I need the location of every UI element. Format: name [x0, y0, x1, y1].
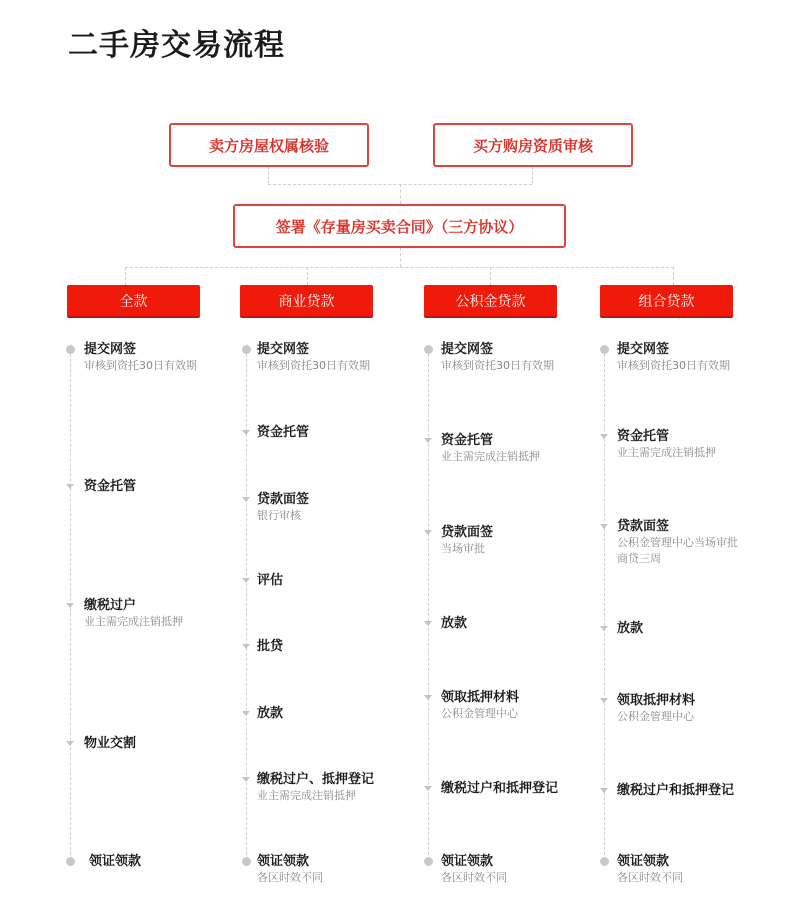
step-arrow-icon — [66, 603, 74, 608]
step-subtitle: 公积金管理中心当场审批 — [617, 536, 738, 549]
start-dot-icon — [600, 345, 609, 354]
step-item — [257, 424, 309, 441]
start-dot-icon — [66, 345, 75, 354]
step-item — [257, 853, 323, 886]
connector — [268, 167, 269, 184]
step-title: 放款 — [617, 621, 644, 636]
step-title: 缴税过户和抵押登记 — [617, 783, 735, 798]
step-title: 物业交割 — [84, 736, 137, 751]
step-subtitle: 业主需完成注销抵押 — [617, 446, 716, 459]
step-subtitle: 各区时效不同 — [257, 871, 323, 884]
step-item — [617, 518, 738, 567]
step-arrow-icon — [242, 644, 250, 649]
step-item — [257, 491, 309, 524]
connector — [532, 167, 533, 184]
step-item — [617, 341, 730, 374]
step-arrow-icon — [600, 788, 608, 793]
step-item — [257, 341, 370, 374]
step-arrow-icon — [424, 530, 432, 535]
step-title: 提交网签 — [257, 342, 310, 357]
step-title: 领取抵押材料 — [617, 693, 696, 708]
step-arrow-icon — [600, 524, 608, 529]
end-dot-icon — [66, 857, 75, 866]
step-title: 缴税过户、抵押登记 — [257, 772, 375, 787]
connector — [490, 267, 491, 285]
buyer-qualification-box — [433, 123, 633, 167]
start-dot-icon — [242, 345, 251, 354]
step-title: 领证领款 — [89, 854, 142, 869]
connector — [673, 267, 674, 285]
step-title: 资金托管 — [617, 429, 670, 444]
step-arrow-icon — [242, 578, 250, 583]
step-title: 放款 — [257, 706, 284, 721]
step-item — [617, 620, 643, 637]
step-title: 资金托管 — [441, 433, 494, 448]
step-title: 提交网签 — [84, 342, 137, 357]
column-header-provident-fund-loan — [424, 285, 557, 318]
step-item — [617, 428, 716, 461]
column-header-label: 组合贷款 — [638, 293, 695, 310]
step-arrow-icon — [424, 786, 432, 791]
start-dot-icon — [424, 345, 433, 354]
step-subtitle: 业主需完成注销抵押 — [257, 789, 356, 802]
step-subtitle: 公积金管理中心 — [617, 710, 694, 723]
step-subtitle: 业主需完成注销抵押 — [84, 615, 183, 628]
step-subtitle: 审核到资托30日有效期 — [617, 359, 730, 372]
step-item — [84, 597, 183, 630]
step-title: 批贷 — [257, 639, 284, 654]
step-item — [84, 478, 136, 495]
step-arrow-icon — [242, 711, 250, 716]
step-subtitle: 公积金管理中心 — [441, 707, 518, 720]
step-arrow-icon — [424, 438, 432, 443]
step-subtitle: 当场审批 — [441, 542, 485, 555]
step-item — [84, 735, 136, 752]
step-subtitle: 审核到资托30日有效期 — [257, 359, 370, 372]
column-header-full-payment — [67, 285, 200, 318]
end-dot-icon — [424, 857, 433, 866]
seller-verification-label: 卖方房屋权属核验 — [208, 136, 329, 155]
step-title: 提交网签 — [617, 342, 670, 357]
step-title: 领取抵押材料 — [441, 690, 520, 705]
step-item — [441, 780, 558, 797]
step-title: 贷款面签 — [441, 525, 494, 540]
timeline-line — [428, 354, 429, 860]
step-title: 缴税过户和抵押登记 — [441, 781, 559, 796]
step-arrow-icon — [66, 741, 74, 746]
step-item — [617, 692, 695, 725]
step-arrow-icon — [424, 621, 432, 626]
step-arrow-icon — [242, 497, 250, 502]
page-title: 二手房交易流程 — [68, 28, 285, 63]
step-arrow-icon — [424, 695, 432, 700]
buyer-qualification-label: 买方购房资质审核 — [472, 136, 593, 155]
contract-box — [233, 204, 566, 248]
step-arrow-icon — [600, 626, 608, 631]
step-item — [257, 771, 374, 804]
end-dot-icon — [242, 857, 251, 866]
step-arrow-icon — [600, 434, 608, 439]
timeline-line — [604, 354, 605, 860]
connector — [307, 267, 308, 285]
step-title: 领证领款 — [617, 854, 670, 869]
step-subtitle: 各区时效不同 — [441, 871, 507, 884]
step-subtitle: 银行审核 — [257, 509, 301, 522]
step-subtitle: 业主需完成注销抵押 — [441, 450, 540, 463]
column-header-combined-loan — [600, 285, 733, 318]
step-item — [257, 638, 283, 655]
step-item — [617, 853, 683, 886]
step-subtitle-line2: 商贷三周 — [617, 552, 661, 565]
step-title: 资金托管 — [257, 425, 310, 440]
step-arrow-icon — [242, 777, 250, 782]
connector — [125, 267, 126, 285]
step-title: 提交网签 — [441, 342, 494, 357]
contract-label: 签署《存量房买卖合同》（三方协议） — [275, 217, 524, 236]
step-title: 领证领款 — [257, 854, 310, 869]
step-item — [441, 432, 540, 465]
column-header-label: 公积金贷款 — [455, 293, 526, 310]
step-item — [257, 705, 283, 722]
step-item — [441, 853, 507, 886]
step-subtitle: 审核到资托30日有效期 — [441, 359, 554, 372]
connector — [400, 184, 401, 204]
step-title: 缴税过户 — [84, 598, 137, 613]
step-subtitle: 各区时效不同 — [617, 871, 683, 884]
step-arrow-icon — [600, 698, 608, 703]
step-item — [441, 689, 519, 722]
step-item — [441, 524, 493, 557]
column-header-label: 全款 — [119, 293, 148, 310]
connector — [400, 248, 401, 267]
step-title: 资金托管 — [84, 479, 137, 494]
step-title: 贷款面签 — [617, 519, 670, 534]
step-item — [617, 782, 734, 799]
end-dot-icon — [600, 857, 609, 866]
column-header-label: 商业贷款 — [278, 293, 335, 310]
connector — [125, 267, 674, 268]
step-title: 贷款面签 — [257, 492, 310, 507]
step-item — [441, 615, 467, 632]
step-subtitle: 审核到资托30日有效期 — [84, 359, 197, 372]
step-item — [84, 341, 197, 374]
step-item — [89, 853, 141, 870]
step-title: 放款 — [441, 616, 468, 631]
column-header-commercial-loan — [240, 285, 373, 318]
step-title: 领证领款 — [441, 854, 494, 869]
step-item — [257, 572, 283, 589]
step-arrow-icon — [242, 430, 250, 435]
step-arrow-icon — [66, 484, 74, 489]
seller-verification-box — [169, 123, 369, 167]
step-title: 评估 — [257, 573, 284, 588]
step-item — [441, 341, 554, 374]
